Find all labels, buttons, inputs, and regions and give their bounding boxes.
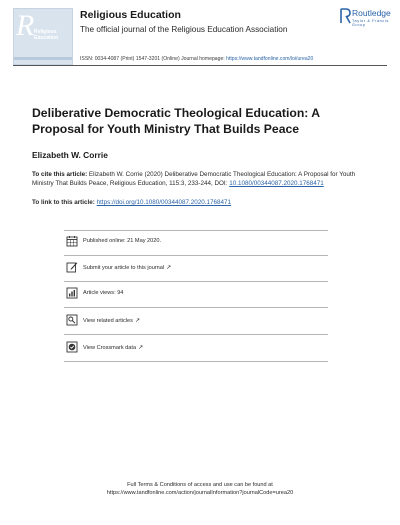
edit-icon [66,261,78,273]
header-divider [13,65,387,66]
issn-text: ISSN: 0034-4087 (Print) 1547-3201 (Online) Journal homepage: [80,56,225,62]
crossmark-label: View Crossmark data [83,345,137,351]
divider [64,281,328,282]
terms-text: Full Terms & Conditions of access and use can be found at [127,482,273,488]
calendar-icon [66,235,78,247]
cover-stripe [14,57,72,60]
journal-subtitle: The official journal of the Religious Education Association [80,25,288,34]
terms-url[interactable]: https://www.tandfonline.com/action/journalInformation?journalCode=urea20 [106,490,294,496]
citation-doi-link[interactable]: 10.1080/00344087.2020.1768471 [229,179,324,187]
publisher-name: Routledge [352,8,391,18]
external-link-icon: ↗ [138,345,144,351]
submit-article-link[interactable] [83,264,171,271]
routledge-mark-icon [340,8,351,24]
divider [64,307,328,308]
article-views: Article views: 94 [83,290,124,296]
divider [64,230,328,231]
external-link-icon: ↗ [166,265,172,271]
article-author: Elizabeth W. Corrie [32,150,108,160]
publisher-tagline: Taylor & Francis Group [352,19,389,27]
routledge-logo [340,8,392,30]
cover-letter: R [16,9,35,42]
journal-title: Religious Education [80,9,181,21]
journal-homepage-link[interactable]: https://www.tandfonline.com/loi/urea20 [226,56,314,62]
article-link-line [32,199,372,206]
cover-title: Religious Education [34,29,59,41]
published-date: Published online: 21 May 2020. [83,238,162,244]
issn-line [80,56,313,62]
related-articles-link[interactable] [83,317,140,324]
divider [64,334,328,335]
citation-label: To cite this article: [32,171,88,178]
article-doi-url[interactable]: https://doi.org/10.1080/00344087.2020.1768471 [96,199,232,206]
related-articles-icon [66,314,78,326]
article-link-label: To link to this article: [32,199,95,206]
journal-cover-thumbnail [13,8,73,65]
submit-article-label: Submit your article to this journal [83,265,165,271]
external-link-icon: ↗ [134,318,140,324]
citation-text: Elizabeth W. Corrie (2020) Deliberative Democratic Theological Education: A Proposal for Youth Ministry That Builds Peace, Religious Education, 115:3, 233-244, DOI: [32,171,356,187]
crossmark-icon [66,341,78,353]
article-title: Deliberative Democratic Theological Education: A Proposal for Youth Ministry That Builds Peace [32,106,320,136]
divider [64,361,328,362]
divider [64,255,328,256]
related-articles-label: View related articles [83,318,133,324]
bar-chart-icon [66,287,78,299]
citation-block [32,171,372,188]
crossmark-link[interactable] [83,344,143,351]
terms-footer [40,481,360,497]
